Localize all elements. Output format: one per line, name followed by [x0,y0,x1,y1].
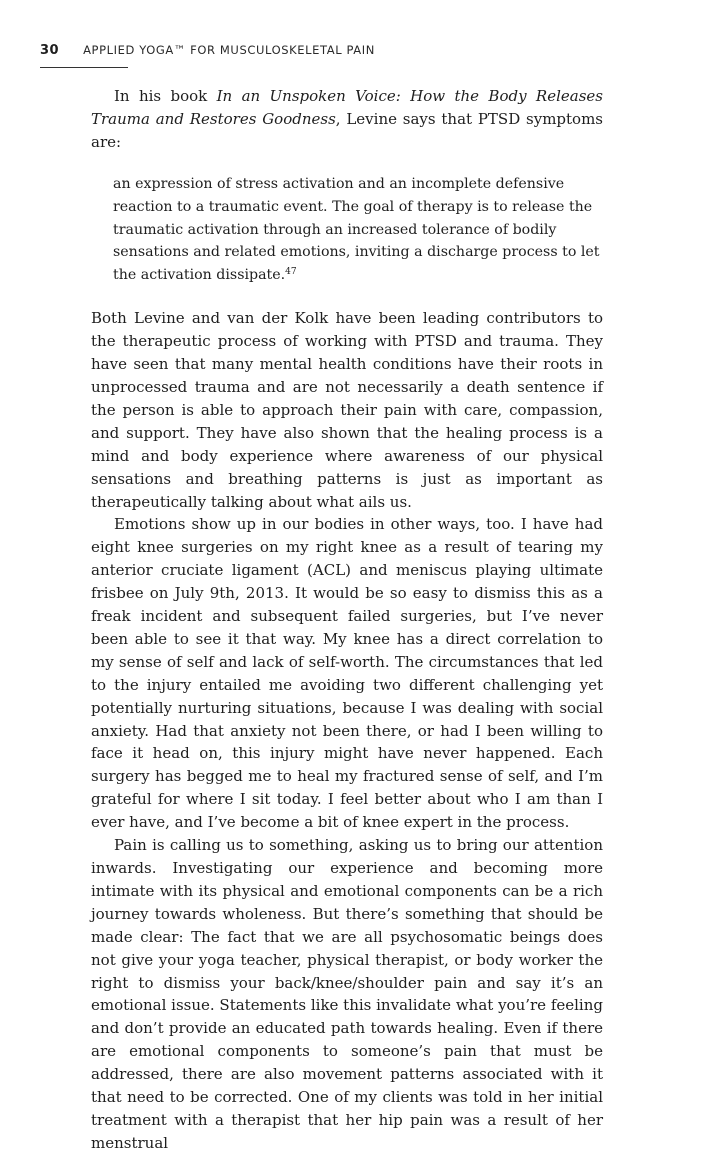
quote-text: an expression of stress activation and an incomplete defensive reaction to a traumatic event. The goal of therapy is to release the traumatic activation through an increased tolerance of bodily sensations and related emotions, inviting a discharge process to let the activation dissipate. [113,175,600,284]
running-title: APPLIED YOGA™ FOR MUSCULOSKELETAL PAIN [83,43,375,57]
header-rule [40,67,128,68]
block-quote [91,173,603,288]
body-text [91,85,603,1155]
intro-paragraph [91,85,603,154]
running-head [40,43,375,58]
intro-before: In his book [114,87,217,105]
page-number: 30 [40,43,60,58]
paragraph-2: Emotions show up in our bodies in other ways, too. I have had eight knee surgeries on my right knee as a result of tearing my anterior cruciate ligament (ACL) and meniscus playing ultimate frisbee on July 9th, 2013. It would be so easy to dismiss this as a freak incident and subsequent failed surgeries, but I’ve never been able to see it that way. My knee has a direct correlation to my sense of self and lack of self-worth. The circumstances that led to the injury entailed me avoiding two different challenging yet potentially nurturing situations, because I was dealing with social anxiety. Had that anxiety not been there, or had I been willing to face it head on, this injury might have never happened. Each surgery has begged me to heal my fractured sense of self, and I’m grateful for where I sit today. I feel better about who I am than I ever have, and I’ve become a bit of knee expert in the process. [91,515,603,832]
intro-after: , Levine says that PTSD symptoms are: [91,109,603,151]
paragraph-1: Both Levine and van der Kolk have been leading contributors to the therapeutic process of working with PTSD and trauma. They have seen that many mental health conditions have their roots in unprocessed trauma and are not necessarily a death sentence if the person is able to approach their pain with care, compassion, and support. They have also shown that the healing process is a mind and body experience where awareness of our physical sensations and breathing patterns is just as important as therapeutically talking about what ails us. [91,309,603,511]
book-title: In an Unspoken Voice: How the Body Releases Trauma and Restores Goodness [91,87,603,128]
paragraph-3: Pain is calling us to something, asking us to bring our attention inwards. Investigating our experience and becoming more intimate with its physical and emotional components can be a rich journey towards wholeness. But there’s something that should be made clear: The fact that we are all psychosomatic beings does not give your yoga teacher, physical therapist, or body worker the right to dismiss your back/knee/shoulder pain and say it’s an emotional issue. Statements like this invalidate what you’re feeling and don’t provide an educated path towards healing. Even if there are emotional components to someone’s pain that must be addressed, there are also movement patterns associated with it that need to be corrected. One of my clients was told in her initial treatment with a therapist that her hip pain was a result of her menstrual [91,836,603,1152]
footnote-reference: 47 [285,267,297,278]
